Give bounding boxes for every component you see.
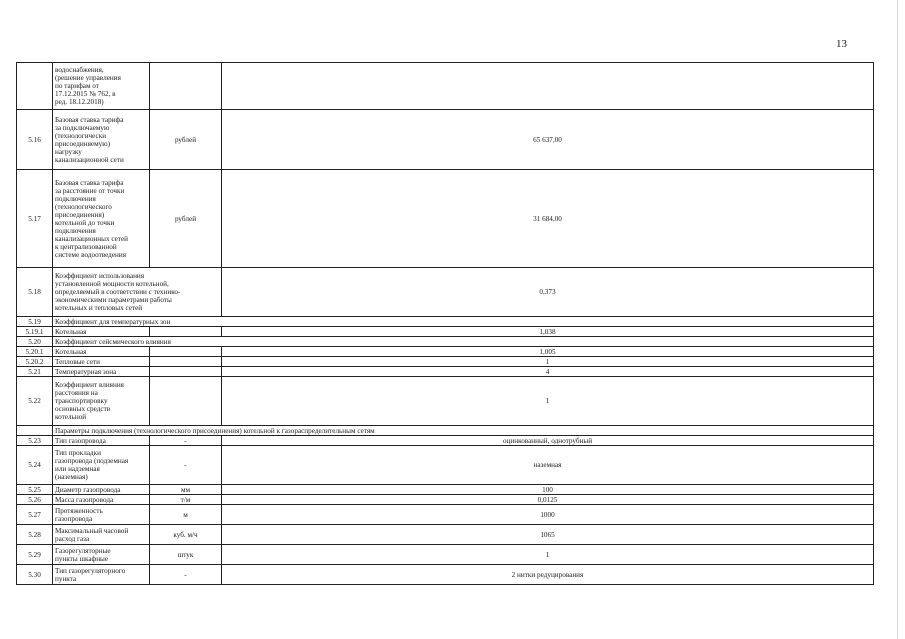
parameter-name: Базовая ставка тарифа за расстояние от точки подключения (технологического присоединения) котельной до точки подключения канализационных сетей к централизованной системе водоотведения — [53, 170, 150, 268]
table-row — [17, 525, 874, 545]
parameter-name: Температурная зона — [53, 367, 150, 377]
table-row — [17, 63, 874, 110]
section-heading: Коэффициент для температурных зон — [53, 317, 874, 327]
parameter-value: 31 684,00 — [222, 170, 874, 268]
row-number: 5.17 — [17, 170, 53, 268]
parameter-value: 0,373 — [222, 268, 874, 317]
row-number: 5.24 — [17, 446, 53, 485]
parameter-unit: мм — [150, 485, 222, 495]
row-number: 5.20 — [17, 337, 53, 347]
parameter-unit: - — [150, 436, 222, 446]
section-heading: Параметры подключения (технологического присоединения) котельной к газораспределительным сетям — [53, 426, 874, 436]
parameter-value: 1 — [222, 545, 874, 565]
row-number: 5.19.1 — [17, 327, 53, 337]
row-number: 5.23 — [17, 436, 53, 446]
table-row — [17, 485, 874, 495]
row-number: 5.20.1 — [17, 347, 53, 357]
table-row — [17, 317, 874, 327]
parameter-unit: т/м — [150, 495, 222, 505]
parameter-value: наземная — [222, 446, 874, 485]
parameter-unit — [150, 63, 222, 110]
parameter-value: 65 637,00 — [222, 110, 874, 170]
row-number: 5.18 — [17, 268, 53, 317]
parameter-name: Диаметр газопровода — [53, 485, 150, 495]
parameter-name: Котельная — [53, 327, 150, 337]
table-row — [17, 505, 874, 525]
parameter-unit — [150, 377, 222, 426]
row-number: 5.20.2 — [17, 357, 53, 367]
parameter-unit: рублей — [150, 170, 222, 268]
parameter-name: Масса газопровода — [53, 495, 150, 505]
parameter-value: 1 — [222, 377, 874, 426]
section-heading: Коэффициент сейсмического влияния — [53, 337, 874, 347]
parameter-name: Тепловые сети — [53, 357, 150, 367]
row-number — [17, 426, 53, 436]
parameter-name: Тип газорегуляторного пункта — [53, 565, 150, 585]
row-number: 5.21 — [17, 367, 53, 377]
row-number: 5.22 — [17, 377, 53, 426]
parameter-unit: куб. м/ч — [150, 525, 222, 545]
row-number: 5.19 — [17, 317, 53, 327]
table-row — [17, 367, 874, 377]
parameter-unit: рублей — [150, 110, 222, 170]
table-row — [17, 495, 874, 505]
parameter-name: Протяженность газопровода — [53, 505, 150, 525]
parameter-name: Тип прокладки газопровода (подземная или надземная (наземная) — [53, 446, 150, 485]
parameter-unit: - — [150, 446, 222, 485]
parameter-unit: м — [150, 505, 222, 525]
parameter-value: 1 — [222, 357, 874, 367]
table-row — [17, 545, 874, 565]
table-row — [17, 436, 874, 446]
parameter-value: 0,0125 — [222, 495, 874, 505]
parameter-name: Базовая ставка тарифа за подключаемую (технологически присоединяемую) нагрузку канализационной сети — [53, 110, 150, 170]
parameter-name: водоснабжения, (решение управления по тарифам от 17.12.2015 № 762, в ред. 18.12.2018) — [53, 63, 150, 110]
parameter-value: 1000 — [222, 505, 874, 525]
table-row — [17, 357, 874, 367]
parameter-name: Газорегуляторные пункты шкафные — [53, 545, 150, 565]
parameter-value: 1,038 — [222, 327, 874, 337]
table-row — [17, 327, 874, 337]
tariff-parameters-table — [16, 62, 874, 585]
parameter-value: 1,005 — [222, 347, 874, 357]
table-row — [17, 565, 874, 585]
parameter-name: Тип газопровода — [53, 436, 150, 446]
row-number: 5.26 — [17, 495, 53, 505]
parameter-value: оцинкованный, однотрубный — [222, 436, 874, 446]
parameter-value — [222, 63, 874, 110]
table-row — [17, 337, 874, 347]
table-row — [17, 377, 874, 426]
row-number: 5.30 — [17, 565, 53, 585]
row-number: 5.27 — [17, 505, 53, 525]
parameter-value: 100 — [222, 485, 874, 495]
table-row — [17, 446, 874, 485]
page-number: 13 — [836, 38, 847, 50]
table-row — [17, 110, 874, 170]
table-row — [17, 268, 874, 317]
table-row — [17, 347, 874, 357]
parameter-value: 4 — [222, 367, 874, 377]
parameter-name: Максимальный часовой расход газа — [53, 525, 150, 545]
row-number: 5.25 — [17, 485, 53, 495]
parameter-name: Коэффициент использования установленной мощности котельной, определяемый в соответствии с технико- экономическими параметрами работы котельных и тепловых сетей — [53, 268, 222, 317]
page-edge-line — [897, 0, 898, 639]
table-row — [17, 426, 874, 436]
parameter-unit — [150, 327, 222, 337]
parameter-value: 1065 — [222, 525, 874, 545]
parameter-name: Котельная — [53, 347, 150, 357]
row-number: 5.29 — [17, 545, 53, 565]
table-row — [17, 170, 874, 268]
parameter-value: 2 нитки редуцирования — [222, 565, 874, 585]
row-number: 5.28 — [17, 525, 53, 545]
parameter-name: Коэффициент влияния расстояния на транспортировку основных средств котельной — [53, 377, 150, 426]
row-number — [17, 63, 53, 110]
row-number: 5.16 — [17, 110, 53, 170]
parameter-unit: - — [150, 565, 222, 585]
parameter-unit — [150, 367, 222, 377]
parameter-unit — [150, 357, 222, 367]
parameter-unit: штук — [150, 545, 222, 565]
parameter-unit — [150, 347, 222, 357]
